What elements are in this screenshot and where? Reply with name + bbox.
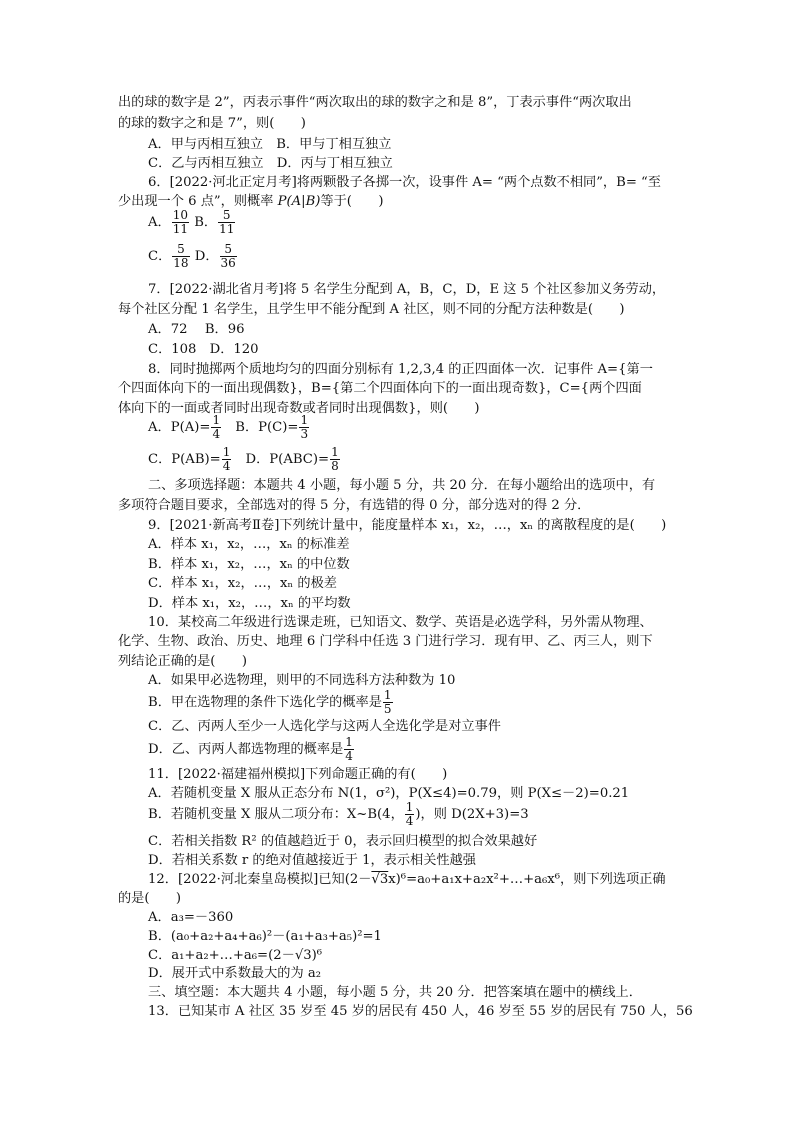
q6-options-cd: C． $\frac{5}{18}$ D． $\frac{5}{36}$ (148, 242, 236, 270)
q13-stem: 13．已知某市 A 社区 35 岁至 45 岁的居民有 450 人，46 岁至 55 岁的居民有 750 人，56 (148, 1004, 693, 1019)
q12-option-b: B．(a₀+a₂+a₄+a₆)²－(a₁+a₃+a₅)²=1 (148, 929, 382, 944)
q9-stem: 9．[2021·新高考Ⅱ卷]下列统计量中，能度量样本 x₁，x₂，…，xₙ 的离散程度的是( ) (148, 518, 667, 533)
fraction: $\frac{1}{8}$ (331, 445, 339, 473)
q7-options-cd: C．108 D．120 (148, 342, 259, 357)
q12-option-a: A．a₃=－360 (148, 910, 234, 925)
q5-text-line-1: 出的球的数字是 2”，丙表示事件“两次取出的球的数字之和是 8”，丁表示事件“两次取出 (118, 95, 632, 110)
q10-option-b: B．甲在选物理的条件下选化学的概率是 $\frac{1}{5}$ (148, 688, 392, 716)
fraction: $\frac{5}{18}$ (173, 242, 189, 270)
q10-stem-line-1: 10．某校高二年级进行选课走班，已知语文、数学、英语是必选学科，另外需从物理、 (148, 615, 653, 630)
q6-options-ab: A． $\frac{10}{11}$ B． $\frac{5}{11}$ (148, 208, 235, 236)
q9-option-a: A．样本 x₁，x₂，…，xₙ 的标准差 (148, 537, 350, 552)
q10-option-d: D．乙、丙两人都选物理的概率是 $\frac{1}{4}$ (148, 735, 353, 763)
q6-stem-line-2: 少出现一个 6 点”，则概率 P(A|B)等于( ) (118, 194, 384, 209)
section-2-heading-cont: 多项符合题目要求，全部选对的得 5 分，有选错的得 0 分，部分选对的得 2 分． (118, 498, 591, 513)
q10-stem-line-2: 化学、生物、政治、历史、地理 6 门学科中任选 3 门进行学习．现有甲、乙、丙三人，则下 (118, 634, 653, 649)
fraction: $\frac{1}{4}$ (345, 735, 353, 763)
q10-option-a: A．如果甲必选物理，则甲的不同选科方法种数为 10 (148, 673, 456, 688)
q11-option-c: C．若相关指数 R² 的值越趋近于 0，表示回归模型的拟合效果越好 (148, 834, 538, 849)
q8-options-cd: C．P(AB)= $\frac{1}{4}$ D．P(ABC)= $\frac{1}{8}$ (148, 445, 339, 473)
q5-options-ab: A．甲与丙相互独立 B．甲与丁相互独立 (148, 137, 392, 152)
section-3-heading: 三、填空题：本大题共 4 小题，每小题 5 分，共 20 分．把答案填在题中的横线上． (148, 985, 642, 1000)
q8-stem-line-2: 个四面体向下的一面出现偶数}，B={第二个四面体向下的一面出现奇数}，C={两个四面 (118, 381, 642, 396)
q10-option-c: C．乙、丙两人至少一人选化学与这两人全选化学是对立事件 (148, 719, 501, 734)
q12-stem-line-2: 的是( ) (118, 891, 182, 906)
q8-stem-line-1: 8．同时抛掷两个质地均匀的四面分别标有 1,2,3,4 的正四面体一次．记事件 A={第一 (148, 362, 653, 377)
fraction: $\frac{10}{11}$ (172, 208, 188, 236)
q12-option-d: D．展开式中系数最大的为 a₂ (148, 966, 321, 981)
q8-options-ab: A．P(A)= $\frac{1}{4}$ B．P(C)= $\frac{1}{3}$ (148, 413, 309, 441)
q9-option-b: B．样本 x₁，x₂，…，xₙ 的中位数 (148, 557, 350, 572)
q12-option-c: C．a₁+a₂+…+a₆=(2－√3)⁶ (148, 948, 323, 963)
q6-stem-line-1: 6．[2022·河北正定月考]将两颗骰子各掷一次，设事件 A= “两个点数不相同”，B= “至 (148, 175, 661, 190)
fraction: $\frac{1}{5}$ (383, 688, 392, 716)
fraction: $\frac{1}{4}$ (405, 800, 414, 828)
q11-option-d: D．若相关系数 r 的绝对值越接近于 1，表示相关性越强 (148, 853, 476, 868)
section-2-heading: 二、多项选择题：本题共 4 小题，每小题 5 分，共 20 分．在每小题给出的选项中，有 (148, 478, 656, 493)
q9-option-d: D．样本 x₁，x₂，…，xₙ 的平均数 (148, 596, 351, 611)
q10-stem-line-3: 列结论正确的是( ) (118, 654, 247, 669)
q8-stem-line-3: 体向下的一面或者同时出现奇数或者同时出现偶数}，则( ) (118, 401, 480, 416)
q7-options-ab: A．72 B．96 (148, 322, 245, 337)
q11-option-b: B．若随机变量 X 服从二项分布：X~B(4， $\frac{1}{4}$ )，则 D(2X+3)=3 (148, 800, 529, 828)
q9-option-c: C．样本 x₁，x₂，…，xₙ 的极差 (148, 576, 337, 591)
q5-text-line-2: 的球的数字之和是 7”，则( ) (118, 116, 306, 131)
fraction: $\frac{5}{36}$ (220, 242, 236, 270)
fraction: $\frac{1}{4}$ (222, 445, 231, 473)
q7-stem-line-2: 每个社区分配 1 名学生，且学生甲不能分配到 A 社区，则不同的分配方法种数是( ) (118, 302, 625, 317)
q11-option-a: A．若随机变量 X 服从正态分布 N(1，σ²)，P(X≤4)=0.79，则 P(X≤－2)=0.21 (148, 786, 630, 801)
fraction: $\frac{5}{11}$ (219, 208, 235, 236)
q11-stem: 11．[2022·福建福州模拟]下列命题正确的有( ) (148, 767, 448, 782)
q7-stem-line-1: 7．[2022·湖北省月考]将 5 名学生分配到 A，B，C，D，E 这 5 个社区参加义务劳动， (148, 282, 666, 297)
q5-options-cd: C．乙与丙相互独立 D．丙与丁相互独立 (148, 156, 393, 171)
fraction: $\frac{1}{3}$ (300, 413, 309, 441)
q12-stem-line-1: 12．[2022·河北秦皇岛模拟]已知(2－√3x)⁶=a₀+a₁x+a₂x²+…+a₆x⁶，则下列选项正确 (148, 872, 666, 887)
fraction: $\frac{1}{4}$ (212, 413, 221, 441)
